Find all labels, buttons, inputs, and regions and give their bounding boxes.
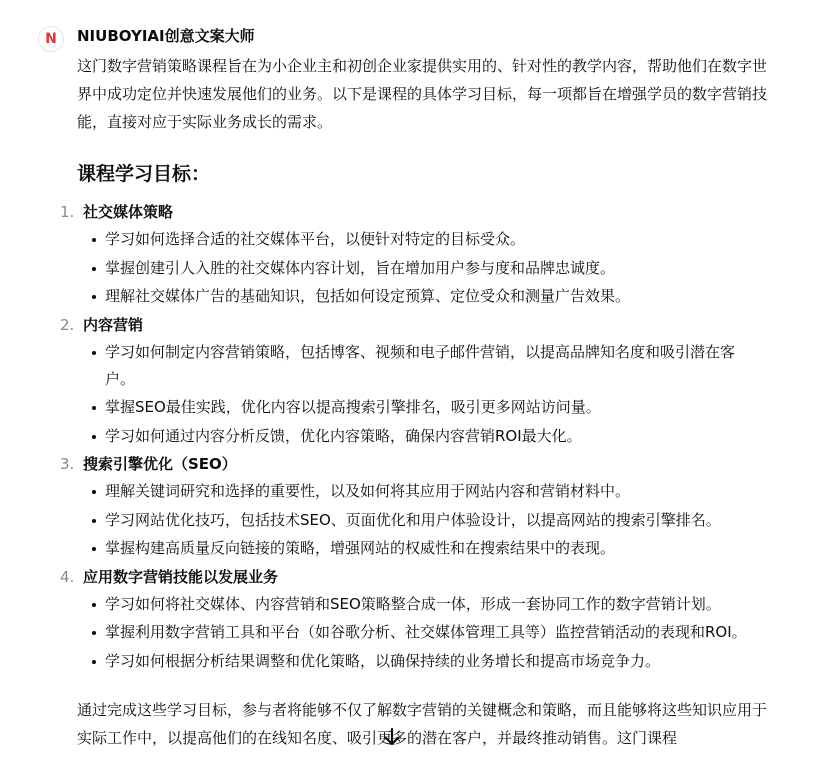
bullet-item: 学习如何选择合适的社交媒体平台，以便针对特定的目标受众。	[105, 226, 760, 253]
goal-bullets	[83, 478, 760, 562]
goal-number: 1.	[60, 203, 75, 221]
bullet-item: 学习如何将社交媒体、内容营销和SEO策略整合成一体，形成一套协同工作的数字营销计划。	[105, 591, 760, 618]
goal-bullets	[83, 226, 760, 310]
bullet-item: 掌握利用数字营销工具和平台（如谷歌分析、社交媒体管理工具等）监控营销活动的表现和ROI。	[105, 619, 760, 646]
bullet-item: 掌握构建高质量反向链接的策略，增强网站的权威性和在搜索结果中的表现。	[105, 535, 760, 562]
arrow-down-icon	[384, 727, 400, 747]
author-name: NIUBOYIAI创意文案大师	[77, 27, 255, 45]
goals-list	[60, 199, 760, 675]
goal-number: 2.	[60, 315, 75, 334]
goal-item	[60, 199, 760, 310]
bullet-item: 理解社交媒体广告的基础知识，包括如何设定预算、定位受众和测量广告效果。	[105, 283, 760, 310]
goal-item	[60, 312, 760, 450]
goal-title: 应用数字营销技能以发展业务	[83, 567, 279, 586]
section-heading: 课程学习目标：	[77, 163, 211, 185]
goal-item	[60, 451, 760, 562]
assistant-message	[60, 25, 777, 752]
bullet-item: 学习如何根据分析结果调整和优化策略，以确保持续的业务增长和提高市场竞争力。	[105, 648, 760, 675]
goal-number: 3.	[60, 455, 75, 473]
bullet-item: 学习如何制定内容营销策略，包括博客、视频和电子邮件营销，以提高品牌知名度和吸引潜在客户。	[105, 339, 760, 393]
avatar	[38, 26, 64, 52]
goal-item	[60, 564, 760, 675]
goal-title: 搜索引擎优化（SEO）	[83, 455, 237, 473]
closing-paragraph: 通过完成这些学习目标，参与者将能够不仅了解数字营销的关键概念和策略，而且能够将这些知识应用于实际工作中，以提高他们的在线知名度、吸引更多的潜在客户，并最终推动销售。这门课程	[77, 700, 768, 747]
bullet-item: 理解关键词研究和选择的重要性，以及如何将其应用于网站内容和营销材料中。	[105, 478, 760, 505]
bullet-item: 学习如何通过内容分析反馈，优化内容策略，确保内容营销ROI最大化。	[105, 423, 760, 450]
intro-paragraph: 这门数字营销策略课程旨在为小企业主和初创企业家提供实用的、针对性的教学内容，帮助他们在数字世界中成功定位并快速发展他们的业务。以下是课程的具体学习目标，每一项都旨在增强学员的数字营销技能，直接对应于实际业务成长的需求。	[77, 57, 768, 131]
bullet-item: 掌握创建引人入胜的社交媒体内容计划，旨在增加用户参与度和品牌忠诚度。	[105, 255, 760, 282]
goal-title: 社交媒体策略	[83, 203, 174, 221]
goal-number: 4.	[60, 567, 75, 586]
avatar-letter: N	[45, 31, 57, 47]
goal-bullets	[83, 339, 760, 450]
scroll-to-bottom-button[interactable]	[378, 723, 406, 751]
bullet-item: 掌握SEO最佳实践，优化内容以提高搜索引擎排名，吸引更多网站访问量。	[105, 394, 760, 421]
goal-bullets	[83, 591, 760, 675]
goal-title: 内容营销	[83, 315, 144, 334]
bullet-item: 学习网站优化技巧，包括技术SEO、页面优化和用户体验设计，以提高网站的搜索引擎排名。	[105, 507, 760, 534]
